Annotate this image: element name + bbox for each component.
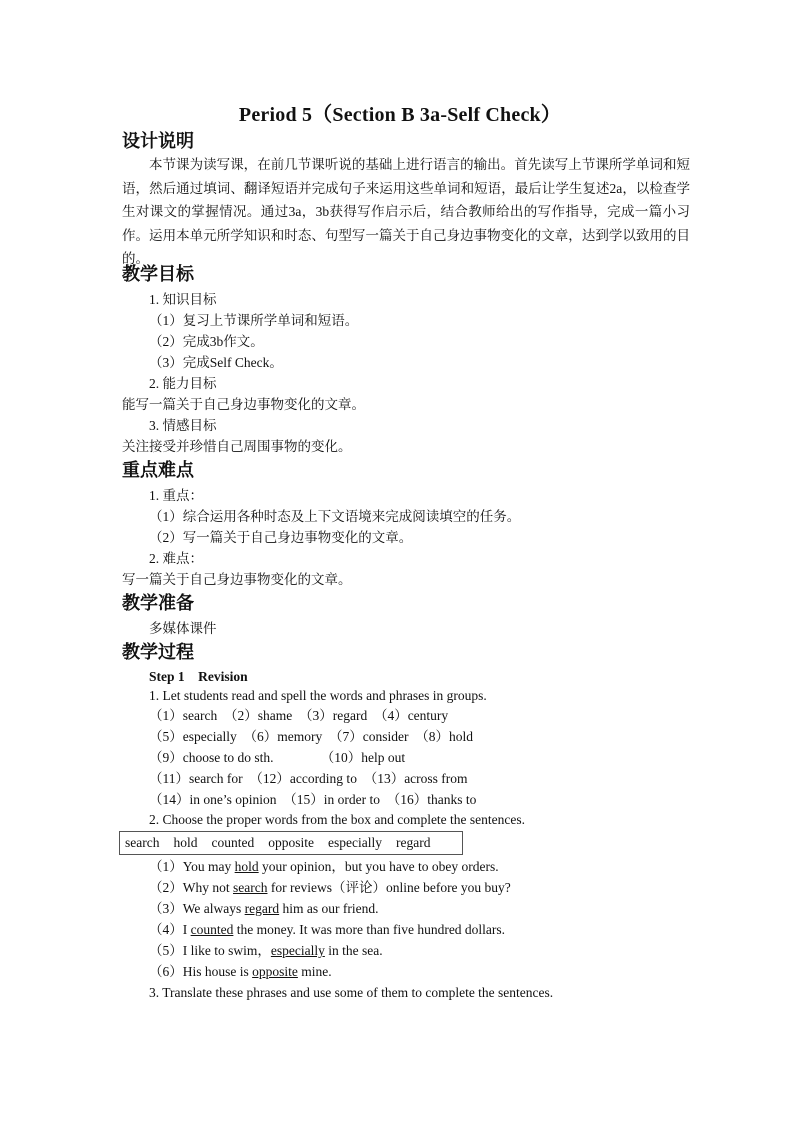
heading-goals: 教学目标 <box>122 264 194 285</box>
step1-heading <box>149 667 248 687</box>
sentence-item <box>149 962 332 982</box>
goal-ability-text: 能写一篇关于自己身边事物变化的文章。 <box>122 397 365 412</box>
box-word: opposite <box>268 835 314 850</box>
sentence-text: mine. <box>297 964 332 979</box>
design-paragraph <box>122 153 690 271</box>
difficulty-label: 2. 难点： <box>149 551 203 566</box>
answer-word: opposite <box>252 964 298 979</box>
box-word: hold <box>173 835 198 850</box>
sentence-item <box>149 941 383 961</box>
sentence-text: （5）I like to swim， <box>149 943 271 958</box>
goal-ability: 2. 能力目标 <box>149 376 217 391</box>
task1-instruction: 1. Let students read and spell the words and phrases in groups. <box>149 688 487 703</box>
prep-text: 多媒体课件 <box>149 621 217 636</box>
box-word: regard <box>395 835 431 850</box>
sentence-item <box>149 920 505 940</box>
heading-design: 设计说明 <box>122 131 194 152</box>
sentence-text: in the sea. <box>324 943 383 958</box>
step1-number: Step 1 <box>149 669 185 684</box>
heading-process: 教学过程 <box>122 642 194 663</box>
words-row: （1）search （2）shame （3）regard （4）century <box>149 708 449 723</box>
design-paragraph-text: 本节课为读写课，在前几节课听说的基础上进行语言的输出。首先读写上节课所学单词和短语，然后通过填词、翻译短语并完成句子来运用这些单词和短语，最后让学生复述2a，以检查学生对课文的掌握情况。通过3a，3b获得写作启示后，结合教师给出的写作指导，完成一篇小习作。运用本单元所学知识和时态、句型写一篇关于自己身边事物变化的文章，达到学以致用的目的。 <box>122 157 690 266</box>
page-title: Period 5（Section B 3a-Self Check） <box>238 104 562 126</box>
box-word: especially <box>328 835 382 850</box>
sentence-text: （3）We always <box>149 901 245 916</box>
sentence-text: （2）Why not <box>149 880 233 895</box>
sentence-text: your opinion，but you have to obey orders. <box>258 859 499 874</box>
goal-knowledge: 1. 知识目标 <box>149 292 217 307</box>
sentence-text: （6）His house is <box>149 964 253 979</box>
sentence-text: for reviews（评论）online before you buy? <box>267 880 511 895</box>
sentence-text: （1）You may <box>149 859 235 874</box>
goal-emotion-text: 关注接受并珍惜自己周围事物的变化。 <box>122 439 352 454</box>
key-point-1: （1）综合运用各种时态及上下文语境来完成阅读填空的任务。 <box>149 509 521 524</box>
key-point-2: （2）写一篇关于自己身边事物变化的文章。 <box>149 530 413 545</box>
sentence-text: （4）I <box>149 922 191 937</box>
sentence-item <box>149 878 511 898</box>
task2-instruction: 2. Choose the proper words from the box and complete the sentences. <box>149 812 526 827</box>
word-box <box>119 831 463 855</box>
answer-word: hold <box>234 859 259 874</box>
answer-word: especially <box>270 943 325 958</box>
answer-word: counted <box>190 922 234 937</box>
goal-emotion: 3. 情感目标 <box>149 418 217 433</box>
box-word: search <box>125 835 160 850</box>
task3-instruction: 3. Translate these phrases and use some of them to complete the sentences. <box>149 985 554 1000</box>
step1-label: Revision <box>198 669 248 684</box>
box-word: counted <box>211 835 255 850</box>
answer-word: search <box>233 880 268 895</box>
heading-prep: 教学准备 <box>122 593 194 614</box>
sentence-text: him as our friend. <box>279 901 379 916</box>
answer-word: regard <box>244 901 280 916</box>
sentence-item <box>149 899 378 919</box>
sentence-item <box>149 857 499 877</box>
goal-knowledge-2: （2）完成3b作文。 <box>149 334 264 349</box>
words-row: （14）in one’s opinion （15）in order to （16）thanks to <box>149 792 477 807</box>
words-row: （11）search for （12）according to （13）across from <box>149 771 468 786</box>
difficulty-text: 写一篇关于自己身边事物变化的文章。 <box>122 572 352 587</box>
goal-knowledge-3: （3）完成Self Check。 <box>149 355 283 370</box>
heading-key-points: 重点难点 <box>122 460 194 481</box>
words-row: （9）choose to do sth. （10）help out <box>149 750 406 765</box>
goal-knowledge-1: （1）复习上节课所学单词和短语。 <box>149 313 359 328</box>
sentence-text: the money. It was more than five hundred dollars. <box>233 922 506 937</box>
words-row: （5）especially （6）memory （7）consider （8）hold <box>149 729 473 744</box>
key-point-label: 1. 重点： <box>149 488 203 503</box>
